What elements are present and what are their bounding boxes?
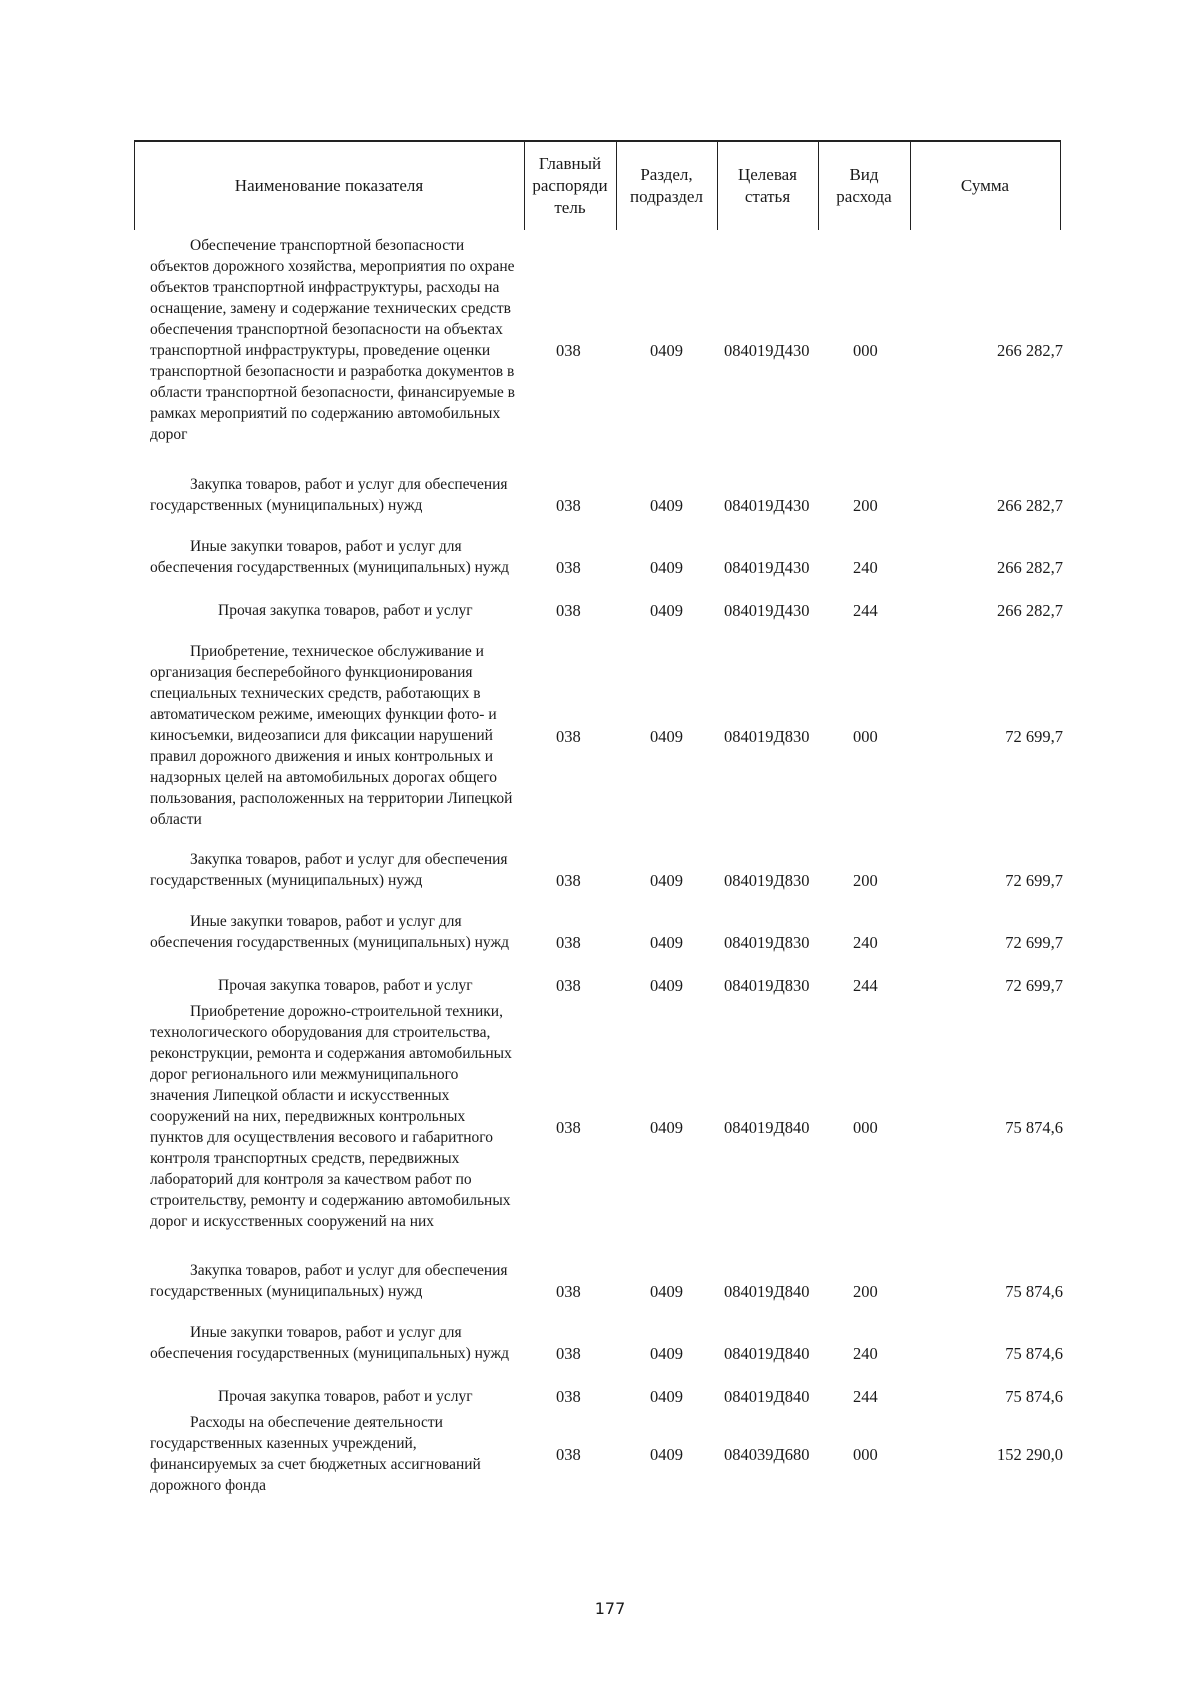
row-admin: 038 — [556, 727, 581, 746]
row-expense-type: 240 — [853, 933, 878, 952]
row-admin: 038 — [556, 976, 581, 995]
row-admin: 038 — [556, 1282, 581, 1301]
row-section: 0409 — [650, 933, 683, 952]
header-target: Целевая статья — [737, 165, 798, 206]
row-admin: 038 — [556, 1118, 581, 1137]
row-sum: 266 282,7 — [997, 341, 1063, 360]
row-sum: 75 874,6 — [1005, 1282, 1063, 1301]
row-name: Иные закупки товаров, работ и услуг для обеспечения государственных (муниципальных) нужд — [150, 1324, 510, 1362]
header-admin: Главный распоряди тель — [532, 154, 608, 217]
row-admin: 038 — [556, 341, 581, 360]
row-sum: 266 282,7 — [997, 496, 1063, 515]
row-target: 084019Д830 — [724, 933, 810, 952]
row-sum: 75 874,6 — [1005, 1118, 1063, 1137]
row-name: Прочая закупка товаров, работ и услуг — [218, 602, 473, 619]
row-name: Прочая закупка товаров, работ и услуг — [218, 1388, 473, 1405]
row-target: 084019Д840 — [724, 1344, 810, 1363]
row-expense-type: 244 — [853, 1387, 878, 1406]
row-name: Приобретение дорожно-строительной техники, технологического оборудования для строительства, реконструкции, ремонта и содержания автомобильных дорог регионального или межмуниципального значения Липецкой области и искусственных сооружений на них, передвижных контрольных пунктов для осуществления весового и габаритного контроля транспортных средств, передвижных лабораторий для контроля за качеством работ по строительству, ремонту и содержанию автомобильных дорог и искусственных сооружений на них — [150, 1003, 512, 1230]
row-name: Иные закупки товаров, работ и услуг для обеспечения государственных (муниципальных) нужд — [150, 538, 510, 576]
row-name: Расходы на обеспечение деятельности государственных казенных учреждений, финансируемых за счет бюджетных ассигнований дорожного фонда — [150, 1414, 481, 1494]
row-admin: 038 — [556, 1445, 581, 1464]
row-expense-type: 000 — [853, 341, 878, 360]
row-section: 0409 — [650, 976, 683, 995]
row-sum: 75 874,6 — [1005, 1344, 1063, 1363]
row-name: Приобретение, техническое обслуживание и организация бесперебойного функционирования специальных технических средств, работающих в автоматическом режиме, имеющих функции фото- и киносъемки, видеозаписи для фиксации нарушений правил дорожного движения и иных контрольных и надзорных целей на автомобильных дорогах общего пользования, расположенных на территории Липецкой области — [150, 643, 513, 828]
row-sum: 266 282,7 — [997, 601, 1063, 620]
row-sum: 72 699,7 — [1005, 933, 1063, 952]
row-section: 0409 — [650, 1445, 683, 1464]
row-target: 084019Д840 — [724, 1118, 810, 1137]
row-admin: 038 — [556, 1387, 581, 1406]
row-section: 0409 — [650, 1387, 683, 1406]
row-target: 084019Д830 — [724, 871, 810, 890]
header-expense-type: Вид расхода — [836, 165, 892, 206]
row-target: 084019Д430 — [724, 496, 810, 515]
row-section: 0409 — [650, 496, 683, 515]
row-expense-type: 200 — [853, 871, 878, 890]
row-sum: 152 290,0 — [997, 1445, 1063, 1464]
row-admin: 038 — [556, 601, 581, 620]
page-number: 177 — [594, 1599, 626, 1618]
row-target: 084019Д430 — [724, 341, 810, 360]
row-target: 084019Д840 — [724, 1387, 810, 1406]
row-target: 084019Д830 — [724, 976, 810, 995]
row-target: 084019Д840 — [724, 1282, 810, 1301]
row-expense-type: 244 — [853, 601, 878, 620]
row-expense-type: 000 — [853, 1118, 878, 1137]
row-section: 0409 — [650, 558, 683, 577]
row-section: 0409 — [650, 341, 683, 360]
row-section: 0409 — [650, 1282, 683, 1301]
row-sum: 72 699,7 — [1005, 871, 1063, 890]
row-admin: 038 — [556, 558, 581, 577]
row-expense-type: 000 — [853, 727, 878, 746]
row-section: 0409 — [650, 1118, 683, 1137]
row-admin: 038 — [556, 871, 581, 890]
header-sum: Сумма — [960, 176, 1010, 195]
row-target: 084039Д680 — [724, 1445, 810, 1464]
row-name: Иные закупки товаров, работ и услуг для обеспечения государственных (муниципальных) нужд — [150, 913, 510, 951]
row-sum: 72 699,7 — [1005, 976, 1063, 995]
row-admin: 038 — [556, 933, 581, 952]
row-name: Закупка товаров, работ и услуг для обеспечения государственных (муниципальных) нужд — [150, 476, 508, 514]
row-section: 0409 — [650, 727, 683, 746]
header-section: Раздел, подраздел — [630, 165, 703, 206]
row-target: 084019Д430 — [724, 601, 810, 620]
row-expense-type: 244 — [853, 976, 878, 995]
row-name: Закупка товаров, работ и услуг для обеспечения государственных (муниципальных) нужд — [150, 851, 508, 889]
row-expense-type: 200 — [853, 1282, 878, 1301]
row-expense-type: 000 — [853, 1445, 878, 1464]
row-section: 0409 — [650, 601, 683, 620]
row-sum: 72 699,7 — [1005, 727, 1063, 746]
table-header — [134, 140, 1061, 230]
row-name: Закупка товаров, работ и услуг для обеспечения государственных (муниципальных) нужд — [150, 1262, 508, 1300]
row-admin: 038 — [556, 1344, 581, 1363]
row-sum: 75 874,6 — [1005, 1387, 1063, 1406]
header-name: Наименование показателя — [234, 176, 424, 195]
row-section: 0409 — [650, 871, 683, 890]
row-section: 0409 — [650, 1344, 683, 1363]
row-target: 084019Д830 — [724, 727, 810, 746]
row-target: 084019Д430 — [724, 558, 810, 577]
row-name: Обеспечение транспортной безопасности объектов дорожного хозяйства, мероприятия по охране объектов транспортной инфраструктуры, расходы на оснащение, замену и содержание технических средств обеспечения транспортной безопасности на объектах транспортной инфраструктуры, проведение оценки транспортной безопасности и разработка документов в области транспортной безопасности, финансируемые в рамках мероприятий по содержанию автомобильных дорог — [150, 237, 515, 443]
row-expense-type: 240 — [853, 1344, 878, 1363]
row-admin: 038 — [556, 496, 581, 515]
row-expense-type: 240 — [853, 558, 878, 577]
row-name: Прочая закупка товаров, работ и услуг — [218, 977, 473, 994]
row-expense-type: 200 — [853, 496, 878, 515]
row-sum: 266 282,7 — [997, 558, 1063, 577]
